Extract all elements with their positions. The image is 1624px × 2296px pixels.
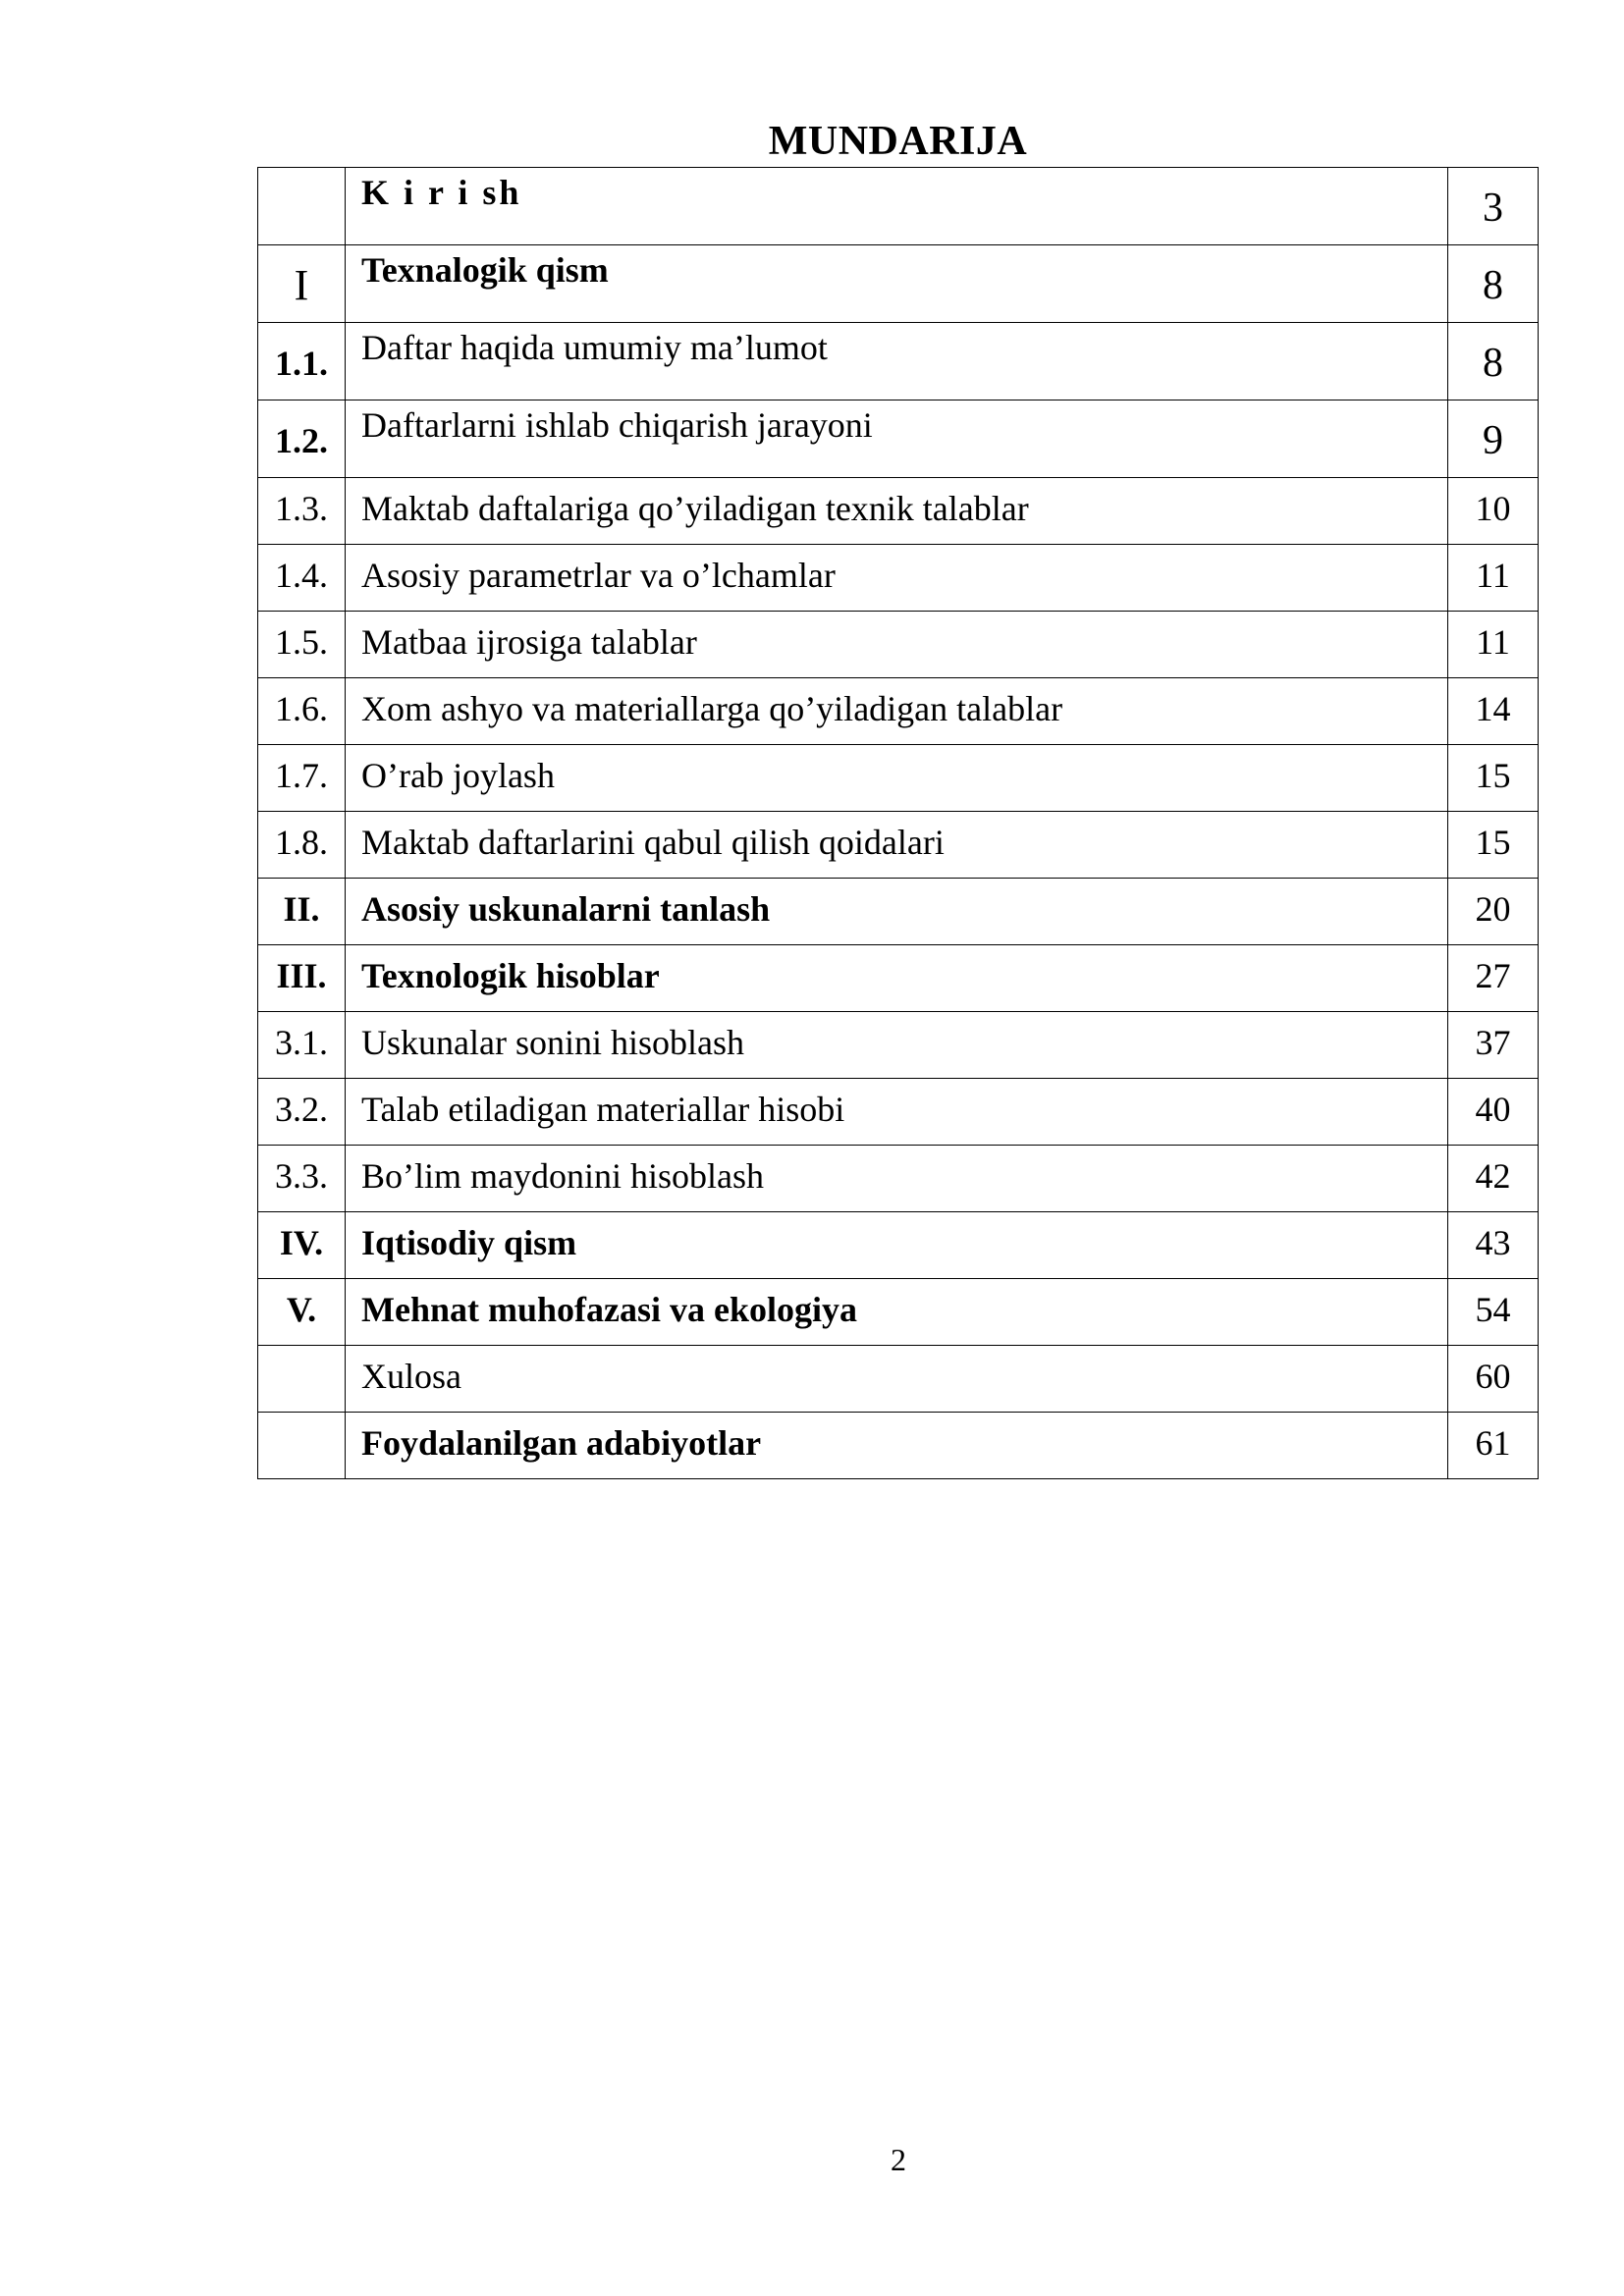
- toc-number: [258, 168, 346, 245]
- toc-title: Maktab daftalariga qo’yiladigan texnik talablar: [346, 478, 1448, 545]
- page-title: MUNDARIJA: [768, 119, 1028, 164]
- toc-number: IV.: [258, 1212, 346, 1279]
- toc-page: 11: [1448, 612, 1539, 678]
- toc-number: 3.2.: [258, 1079, 346, 1146]
- toc-page: 60: [1448, 1346, 1539, 1413]
- toc-page: 15: [1448, 812, 1539, 879]
- table-row: [258, 812, 1539, 879]
- toc-number: V.: [258, 1279, 346, 1346]
- table-row: [258, 168, 1539, 245]
- toc-page: 10: [1448, 478, 1539, 545]
- toc-title: O’rab joylash: [346, 745, 1448, 812]
- toc-title: Daftar haqida umumiy ma’lumot: [346, 323, 1448, 400]
- table-row: [258, 1413, 1539, 1479]
- table-row: [258, 678, 1539, 745]
- table-row: [258, 1079, 1539, 1146]
- toc-number: 1.5.: [258, 612, 346, 678]
- table-row: [258, 400, 1539, 478]
- toc-page: 37: [1448, 1012, 1539, 1079]
- toc-title: Matbaa ijrosiga talablar: [346, 612, 1448, 678]
- toc-page: 54: [1448, 1279, 1539, 1346]
- toc-title: Maktab daftarlarini qabul qilish qoidalari: [346, 812, 1448, 879]
- toc-title: Foydalanilgan adabiyotlar: [346, 1413, 1448, 1479]
- page-number: 2: [891, 2142, 906, 2177]
- toc-page: 9: [1448, 400, 1539, 478]
- toc-number: II.: [258, 879, 346, 945]
- table-row: [258, 1212, 1539, 1279]
- toc-title: Asosiy uskunalarni tanlash: [346, 879, 1448, 945]
- toc-title: Bo’lim maydonini hisoblash: [346, 1146, 1448, 1212]
- toc-number: I: [258, 245, 346, 323]
- toc-page: 3: [1448, 168, 1539, 245]
- toc-page: 8: [1448, 323, 1539, 400]
- toc-page: 40: [1448, 1079, 1539, 1146]
- toc-title: Talab etiladigan materiallar hisobi: [346, 1079, 1448, 1146]
- toc-number: 1.8.: [258, 812, 346, 879]
- toc-number: 1.1.: [258, 323, 346, 400]
- toc-number: [258, 1346, 346, 1413]
- table-row: [258, 1279, 1539, 1346]
- toc-number: III.: [258, 945, 346, 1012]
- toc-page: 20: [1448, 879, 1539, 945]
- table-of-contents: [257, 167, 1539, 1479]
- toc-number: 3.1.: [258, 1012, 346, 1079]
- toc-page: 15: [1448, 745, 1539, 812]
- table-row: [258, 545, 1539, 612]
- toc-page: 14: [1448, 678, 1539, 745]
- toc-title: Texnalogik qism: [346, 245, 1448, 323]
- table-row: [258, 612, 1539, 678]
- table-row: [258, 945, 1539, 1012]
- toc-page: 11: [1448, 545, 1539, 612]
- toc-page: 27: [1448, 945, 1539, 1012]
- toc-number: [258, 1413, 346, 1479]
- table-row: [258, 879, 1539, 945]
- table-row: [258, 1012, 1539, 1079]
- table-row: [258, 1346, 1539, 1413]
- toc-title: Xulosa: [346, 1346, 1448, 1413]
- table-row: [258, 245, 1539, 323]
- toc-title: K i r i sh: [346, 168, 1448, 245]
- toc-title: Iqtisodiy qism: [346, 1212, 1448, 1279]
- toc-title: Uskunalar sonini hisoblash: [346, 1012, 1448, 1079]
- toc-title: Asosiy parametrlar va o’lchamlar: [346, 545, 1448, 612]
- table-row: [258, 323, 1539, 400]
- toc-title: Xom ashyo va materiallarga qo’yiladigan talablar: [346, 678, 1448, 745]
- toc-number: 1.4.: [258, 545, 346, 612]
- toc-number: 1.2.: [258, 400, 346, 478]
- toc-page: 8: [1448, 245, 1539, 323]
- toc-page: 61: [1448, 1413, 1539, 1479]
- toc-number: 1.3.: [258, 478, 346, 545]
- toc-title: Texnologik hisoblar: [346, 945, 1448, 1012]
- toc-number: 1.6.: [258, 678, 346, 745]
- table-row: [258, 478, 1539, 545]
- toc-number: 1.7.: [258, 745, 346, 812]
- table-row: [258, 745, 1539, 812]
- toc-page: 42: [1448, 1146, 1539, 1212]
- toc-title: Mehnat muhofazasi va ekologiya: [346, 1279, 1448, 1346]
- table-row: [258, 1146, 1539, 1212]
- toc-title: Daftarlarni ishlab chiqarish jarayoni: [346, 400, 1448, 478]
- toc-page: 43: [1448, 1212, 1539, 1279]
- toc-number: 3.3.: [258, 1146, 346, 1212]
